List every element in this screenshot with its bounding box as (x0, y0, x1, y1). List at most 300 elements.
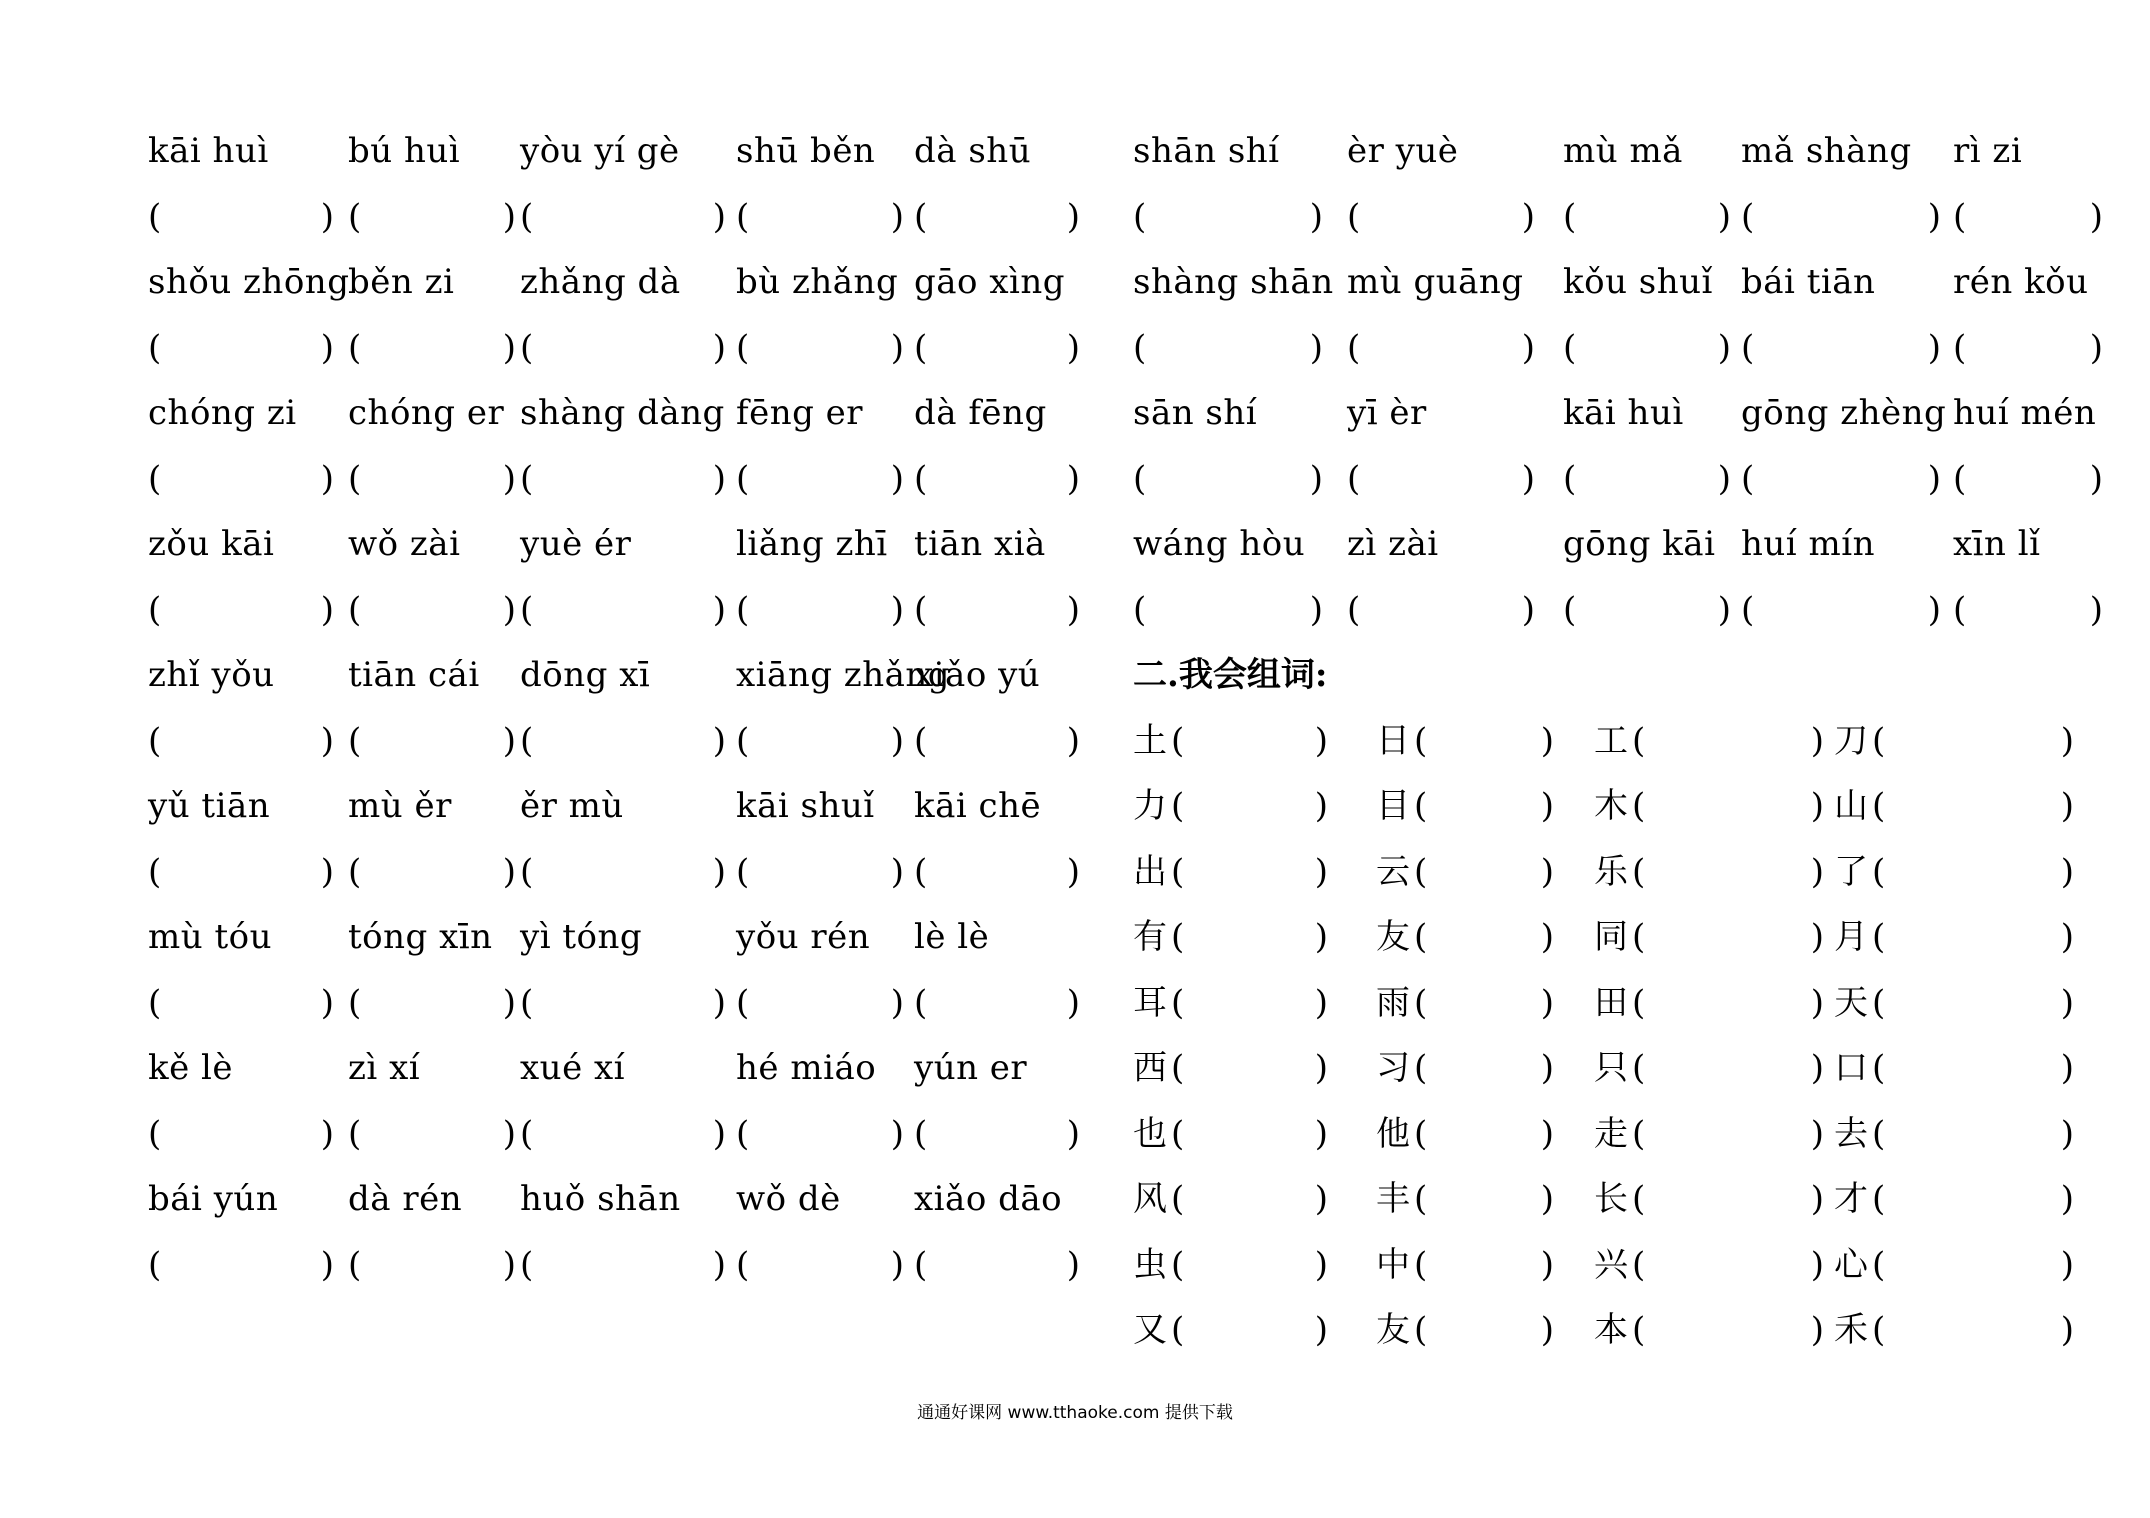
character: 习 (1376, 1048, 1410, 1088)
close-paren: ) (890, 196, 904, 237)
pinyin-word: huí mén (1953, 393, 2097, 433)
answer-blank[interactable] (520, 584, 726, 650)
word-building-item[interactable] (1133, 1108, 1328, 1174)
answer-blank[interactable] (148, 1239, 334, 1305)
character: 才 (1834, 1179, 1868, 1219)
pinyin-word: yī èr (1347, 393, 1427, 433)
answer-blank[interactable] (914, 1108, 1080, 1174)
word-building-item[interactable] (1133, 780, 1328, 846)
pinyin-word: mù tóu (148, 917, 272, 957)
pinyin-word: shū běn (736, 131, 876, 171)
answer-blank[interactable] (520, 846, 726, 912)
character: 同 (1594, 917, 1628, 957)
close-paren: ) (1066, 851, 1080, 892)
character: 虫 (1133, 1244, 1167, 1285)
answer-blank[interactable] (1347, 322, 1535, 388)
open-paren: ( (914, 589, 928, 630)
word-building-item[interactable] (1376, 780, 1554, 846)
open-paren: ( (1632, 720, 1646, 761)
word-building-item[interactable] (1376, 1239, 1554, 1305)
close-paren: ) (1540, 851, 1554, 892)
answer-blank[interactable] (148, 1108, 334, 1174)
left-pinyin-row (148, 911, 1078, 977)
open-paren: ( (348, 982, 362, 1023)
answer-blank[interactable] (914, 191, 1080, 257)
word-building-item[interactable] (1376, 1108, 1554, 1174)
pinyin-word: xué xí (520, 1048, 626, 1088)
close-paren: ) (2060, 1244, 2074, 1285)
character: 月 (1834, 917, 1868, 957)
open-paren: ( (1872, 1310, 1886, 1350)
answer-blank[interactable] (348, 977, 516, 1043)
open-paren: ( (1414, 851, 1428, 892)
word-building-item[interactable] (1376, 977, 1554, 1043)
character: 有 (1133, 917, 1167, 957)
answer-blank[interactable] (1133, 453, 1323, 519)
word-building-item[interactable] (1376, 911, 1554, 977)
answer-blank[interactable] (736, 977, 904, 1043)
answer-blank[interactable] (1953, 191, 2103, 257)
word-building-item[interactable] (1594, 846, 1824, 912)
pinyin-word: ěr mù (520, 786, 624, 826)
close-paren: ) (1540, 1179, 1554, 1219)
word-building-item[interactable] (1834, 1108, 2074, 1174)
open-paren: ( (520, 327, 534, 368)
answer-blank[interactable] (1741, 191, 1941, 257)
character: 日 (1376, 720, 1410, 761)
word-building-item[interactable] (1376, 846, 1554, 912)
left-pinyin-row (148, 649, 1078, 715)
close-paren: ) (1810, 786, 1824, 826)
word-building-item[interactable] (1834, 780, 2074, 846)
answer-blank[interactable] (736, 715, 904, 781)
pinyin-word: bái yún (148, 1179, 279, 1219)
close-paren: ) (502, 327, 516, 368)
character: 也 (1133, 1113, 1167, 1154)
open-paren: ( (914, 851, 928, 892)
answer-blank[interactable] (1741, 584, 1941, 650)
open-paren: ( (1872, 786, 1886, 826)
open-paren: ( (520, 1244, 534, 1285)
answer-blank[interactable] (348, 322, 516, 388)
close-paren: ) (1314, 786, 1328, 826)
open-paren: ( (148, 1244, 162, 1285)
open-paren: ( (1133, 327, 1147, 368)
right-pinyin-row (1133, 387, 2097, 453)
answer-blank[interactable] (1953, 322, 2103, 388)
pinyin-word: zì zài (1347, 524, 1439, 564)
word-building-item[interactable] (1594, 977, 1824, 1043)
answer-blank[interactable] (1347, 584, 1535, 650)
open-paren: ( (1953, 327, 1967, 368)
open-paren: ( (520, 458, 534, 499)
close-paren: ) (320, 1244, 334, 1285)
word-building-row (1133, 911, 2073, 977)
pinyin-word: wǒ dè (736, 1179, 841, 1219)
answer-blank[interactable] (1347, 191, 1535, 257)
word-building-item[interactable] (1834, 1173, 2074, 1239)
open-paren: ( (148, 982, 162, 1023)
pinyin-word: tiān cái (348, 655, 480, 695)
answer-blank[interactable] (348, 715, 516, 781)
close-paren: ) (1066, 458, 1080, 499)
left-answer-row (148, 584, 1078, 650)
close-paren: ) (2089, 589, 2103, 630)
close-paren: ) (1810, 1179, 1824, 1219)
answer-blank[interactable] (1741, 453, 1941, 519)
answer-blank[interactable] (914, 322, 1080, 388)
open-paren: ( (148, 196, 162, 237)
left-pinyin-row (148, 518, 1078, 584)
close-paren: ) (1314, 917, 1328, 957)
word-building-item[interactable] (1594, 1239, 1824, 1305)
word-building-row (1133, 1304, 2073, 1370)
close-paren: ) (1540, 1310, 1554, 1350)
pinyin-word: chóng er (348, 393, 505, 433)
open-paren: ( (348, 458, 362, 499)
answer-blank[interactable] (1953, 453, 2103, 519)
pinyin-word: kǒu shuǐ (1563, 262, 1713, 302)
open-paren: ( (914, 196, 928, 237)
close-paren: ) (1540, 1244, 1554, 1285)
answer-blank[interactable] (1563, 453, 1731, 519)
pinyin-word: fēng er (736, 393, 864, 433)
pinyin-word: dà shū (914, 131, 1032, 171)
word-building-item[interactable] (1594, 1304, 1824, 1370)
answer-blank[interactable] (1133, 322, 1323, 388)
left-answer-row (148, 322, 1078, 388)
word-building-row (1133, 780, 2073, 846)
pinyin-word: yòu yí gè (520, 131, 680, 171)
answer-blank[interactable] (520, 453, 726, 519)
open-paren: ( (736, 720, 750, 761)
close-paren: ) (1309, 589, 1323, 630)
answer-blank[interactable] (148, 846, 334, 912)
answer-blank[interactable] (736, 453, 904, 519)
answer-blank[interactable] (736, 322, 904, 388)
pinyin-word: yǒu rén (736, 917, 871, 957)
word-building-item[interactable] (1376, 715, 1554, 781)
character: 工 (1594, 720, 1628, 761)
word-building-item[interactable] (1834, 977, 2074, 1043)
open-paren: ( (736, 196, 750, 237)
answer-blank[interactable] (914, 715, 1080, 781)
open-paren: ( (1872, 851, 1886, 892)
open-paren: ( (1414, 917, 1428, 957)
word-building-item[interactable] (1594, 1173, 1824, 1239)
left-pinyin-column (148, 125, 1078, 1304)
answer-blank[interactable] (348, 191, 516, 257)
word-building-item[interactable] (1594, 780, 1824, 846)
close-paren: ) (1521, 458, 1535, 499)
character: 风 (1133, 1179, 1167, 1219)
open-paren: ( (1414, 1244, 1428, 1285)
answer-blank[interactable] (914, 584, 1080, 650)
close-paren: ) (890, 589, 904, 630)
open-paren: ( (1414, 1048, 1428, 1088)
right-answer-row (1133, 191, 2103, 257)
answer-blank[interactable] (348, 1239, 516, 1305)
character: 目 (1376, 786, 1410, 826)
open-paren: ( (736, 851, 750, 892)
answer-blank[interactable] (1563, 322, 1731, 388)
pinyin-word: mù guāng (1347, 262, 1524, 302)
character: 耳 (1133, 982, 1167, 1023)
answer-blank[interactable] (1347, 453, 1535, 519)
open-paren: ( (1872, 917, 1886, 957)
word-building-item[interactable] (1594, 911, 1824, 977)
pinyin-word: huǒ shān (520, 1179, 681, 1219)
close-paren: ) (502, 851, 516, 892)
open-paren: ( (1632, 786, 1646, 826)
pinyin-word: bái tiān (1741, 262, 1876, 302)
answer-blank[interactable] (348, 584, 516, 650)
word-building-item[interactable] (1376, 1042, 1554, 1108)
pinyin-word: kāi huì (148, 131, 269, 171)
pinyin-word: wáng hòu (1133, 524, 1306, 564)
word-building-item[interactable] (1133, 846, 1328, 912)
open-paren: ( (1741, 196, 1755, 237)
pinyin-word: rì zi (1953, 131, 2023, 171)
close-paren: ) (502, 589, 516, 630)
left-answer-row (148, 1108, 1078, 1174)
answer-blank[interactable] (1133, 191, 1323, 257)
answer-blank[interactable] (914, 977, 1080, 1043)
answer-blank[interactable] (736, 846, 904, 912)
pinyin-word: bú huì (348, 131, 461, 171)
pinyin-word: dà fēng (914, 393, 1047, 433)
pinyin-word: èr yuè (1347, 131, 1459, 171)
answer-blank[interactable] (348, 453, 516, 519)
word-building-item[interactable] (1376, 1304, 1554, 1370)
close-paren: ) (1066, 196, 1080, 237)
pinyin-word: shǒu zhōng (148, 262, 350, 302)
close-paren: ) (1717, 327, 1731, 368)
word-building-row (1133, 1108, 2073, 1174)
answer-blank[interactable] (1953, 584, 2103, 650)
answer-blank[interactable] (348, 846, 516, 912)
word-building-item[interactable] (1376, 1173, 1554, 1239)
pinyin-word: yì tóng (520, 917, 643, 957)
open-paren: ( (1171, 1310, 1185, 1350)
answer-blank[interactable] (1563, 584, 1731, 650)
open-paren: ( (1171, 1048, 1185, 1088)
pinyin-word: gōng zhèng (1741, 393, 1947, 433)
word-building-item[interactable] (1834, 846, 2074, 912)
left-pinyin-row (148, 1042, 1078, 1108)
left-pinyin-row (148, 256, 1078, 322)
character: 西 (1133, 1048, 1167, 1088)
character: 又 (1133, 1310, 1167, 1350)
open-paren: ( (1632, 1048, 1646, 1088)
close-paren: ) (1540, 1113, 1554, 1154)
character: 刀 (1834, 720, 1868, 761)
pinyin-word: wǒ zài (348, 524, 461, 564)
close-paren: ) (1066, 982, 1080, 1023)
answer-blank[interactable] (148, 322, 334, 388)
answer-blank[interactable] (520, 322, 726, 388)
answer-blank[interactable] (736, 1108, 904, 1174)
right-pinyin-row (1133, 256, 2089, 322)
answer-blank[interactable] (520, 715, 726, 781)
character: 本 (1594, 1310, 1628, 1350)
open-paren: ( (348, 720, 362, 761)
pinyin-word: běn zi (348, 262, 455, 302)
answer-blank[interactable] (914, 1239, 1080, 1305)
word-building-row (1133, 1173, 2073, 1239)
pinyin-word: shàng dàng (520, 393, 725, 433)
open-paren: ( (736, 458, 750, 499)
close-paren: ) (1066, 1113, 1080, 1154)
pinyin-word: shàng shān (1133, 262, 1334, 302)
open-paren: ( (1171, 1113, 1185, 1154)
close-paren: ) (502, 1244, 516, 1285)
open-paren: ( (914, 720, 928, 761)
answer-blank[interactable] (736, 1239, 904, 1305)
answer-blank[interactable] (520, 977, 726, 1043)
answer-blank[interactable] (1133, 584, 1323, 650)
pinyin-word: shān shí (1133, 131, 1280, 171)
left-answer-row (148, 191, 1078, 257)
character: 山 (1834, 786, 1868, 826)
close-paren: ) (712, 982, 726, 1023)
character: 兴 (1594, 1244, 1628, 1285)
answer-blank[interactable] (148, 584, 334, 650)
character: 他 (1376, 1113, 1410, 1154)
left-pinyin-row (148, 1173, 1078, 1239)
left-answer-row (148, 846, 1078, 912)
close-paren: ) (1810, 917, 1824, 957)
answer-blank[interactable] (1563, 191, 1731, 257)
open-paren: ( (1632, 1244, 1646, 1285)
word-building-item[interactable] (1133, 1304, 1328, 1370)
word-building-item[interactable] (1133, 1042, 1328, 1108)
close-paren: ) (2060, 1310, 2074, 1350)
left-pinyin-row (148, 780, 1078, 846)
word-building-item[interactable] (1834, 1042, 2074, 1108)
character: 出 (1133, 851, 1167, 892)
left-answer-row (148, 977, 1078, 1043)
answer-blank[interactable] (148, 715, 334, 781)
open-paren: ( (1741, 458, 1755, 499)
answer-blank[interactable] (520, 191, 726, 257)
answer-blank[interactable] (1741, 322, 1941, 388)
open-paren: ( (1872, 1179, 1886, 1219)
open-paren: ( (148, 589, 162, 630)
word-building-item[interactable] (1594, 715, 1824, 781)
word-building-item[interactable] (1834, 911, 2074, 977)
character: 长 (1594, 1179, 1628, 1219)
open-paren: ( (1632, 1310, 1646, 1350)
close-paren: ) (1309, 327, 1323, 368)
word-building-item[interactable] (1834, 1239, 2074, 1305)
open-paren: ( (148, 458, 162, 499)
answer-blank[interactable] (736, 191, 904, 257)
close-paren: ) (1810, 851, 1824, 892)
right-answer-row (1133, 322, 2103, 388)
open-paren: ( (1872, 982, 1886, 1023)
left-answer-row (148, 1239, 1078, 1305)
pinyin-word: gōng kāi (1563, 524, 1716, 564)
close-paren: ) (890, 851, 904, 892)
close-paren: ) (1314, 1310, 1328, 1350)
character: 走 (1594, 1113, 1628, 1154)
open-paren: ( (148, 327, 162, 368)
word-building-item[interactable] (1133, 715, 1328, 781)
open-paren: ( (1872, 720, 1886, 761)
pinyin-word: sān shí (1133, 393, 1258, 433)
word-building-item[interactable] (1594, 1108, 1824, 1174)
open-paren: ( (520, 851, 534, 892)
open-paren: ( (520, 982, 534, 1023)
answer-blank[interactable] (520, 1239, 726, 1305)
answer-blank[interactable] (914, 453, 1080, 519)
character: 了 (1834, 851, 1868, 892)
answer-blank[interactable] (520, 1108, 726, 1174)
open-paren: ( (348, 589, 362, 630)
answer-blank[interactable] (348, 1108, 516, 1174)
pinyin-word: tiān xià (914, 524, 1046, 564)
open-paren: ( (148, 851, 162, 892)
answer-blank[interactable] (148, 191, 334, 257)
right-answer-row (1133, 584, 2103, 650)
pinyin-word: rén kǒu (1953, 262, 2089, 302)
open-paren: ( (348, 196, 362, 237)
open-paren: ( (1563, 458, 1577, 499)
open-paren: ( (1133, 589, 1147, 630)
pinyin-word: lè lè (914, 917, 990, 957)
open-paren: ( (1563, 196, 1577, 237)
open-paren: ( (348, 1113, 362, 1154)
answer-blank[interactable] (148, 977, 334, 1043)
word-building-item[interactable] (1133, 911, 1328, 977)
open-paren: ( (520, 720, 534, 761)
pinyin-word: yún er (914, 1048, 1028, 1088)
word-building-item[interactable] (1594, 1042, 1824, 1108)
close-paren: ) (1927, 589, 1941, 630)
open-paren: ( (1741, 327, 1755, 368)
word-building-row (1133, 715, 2073, 781)
close-paren: ) (1927, 458, 1941, 499)
answer-blank[interactable] (914, 846, 1080, 912)
word-building-item[interactable] (1133, 977, 1328, 1043)
open-paren: ( (1414, 786, 1428, 826)
word-building-item[interactable] (1834, 1304, 2074, 1370)
close-paren: ) (1540, 786, 1554, 826)
open-paren: ( (1171, 1244, 1185, 1285)
close-paren: ) (2060, 982, 2074, 1023)
open-paren: ( (1347, 327, 1361, 368)
word-building-item[interactable] (1133, 1173, 1328, 1239)
open-paren: ( (914, 458, 928, 499)
close-paren: ) (1540, 982, 1554, 1023)
close-paren: ) (1066, 1244, 1080, 1285)
open-paren: ( (1632, 1179, 1646, 1219)
pinyin-word: yǔ tiān (148, 786, 271, 826)
answer-blank[interactable] (736, 584, 904, 650)
pinyin-word: xiǎo yú (914, 655, 1041, 695)
open-paren: ( (348, 327, 362, 368)
right-column (1133, 125, 2103, 1370)
close-paren: ) (2089, 458, 2103, 499)
answer-blank[interactable] (148, 453, 334, 519)
open-paren: ( (520, 196, 534, 237)
word-building-item[interactable] (1834, 715, 2074, 781)
word-building-item[interactable] (1133, 1239, 1328, 1305)
close-paren: ) (1066, 327, 1080, 368)
left-pinyin-row (148, 387, 1078, 453)
close-paren: ) (1810, 1048, 1824, 1088)
